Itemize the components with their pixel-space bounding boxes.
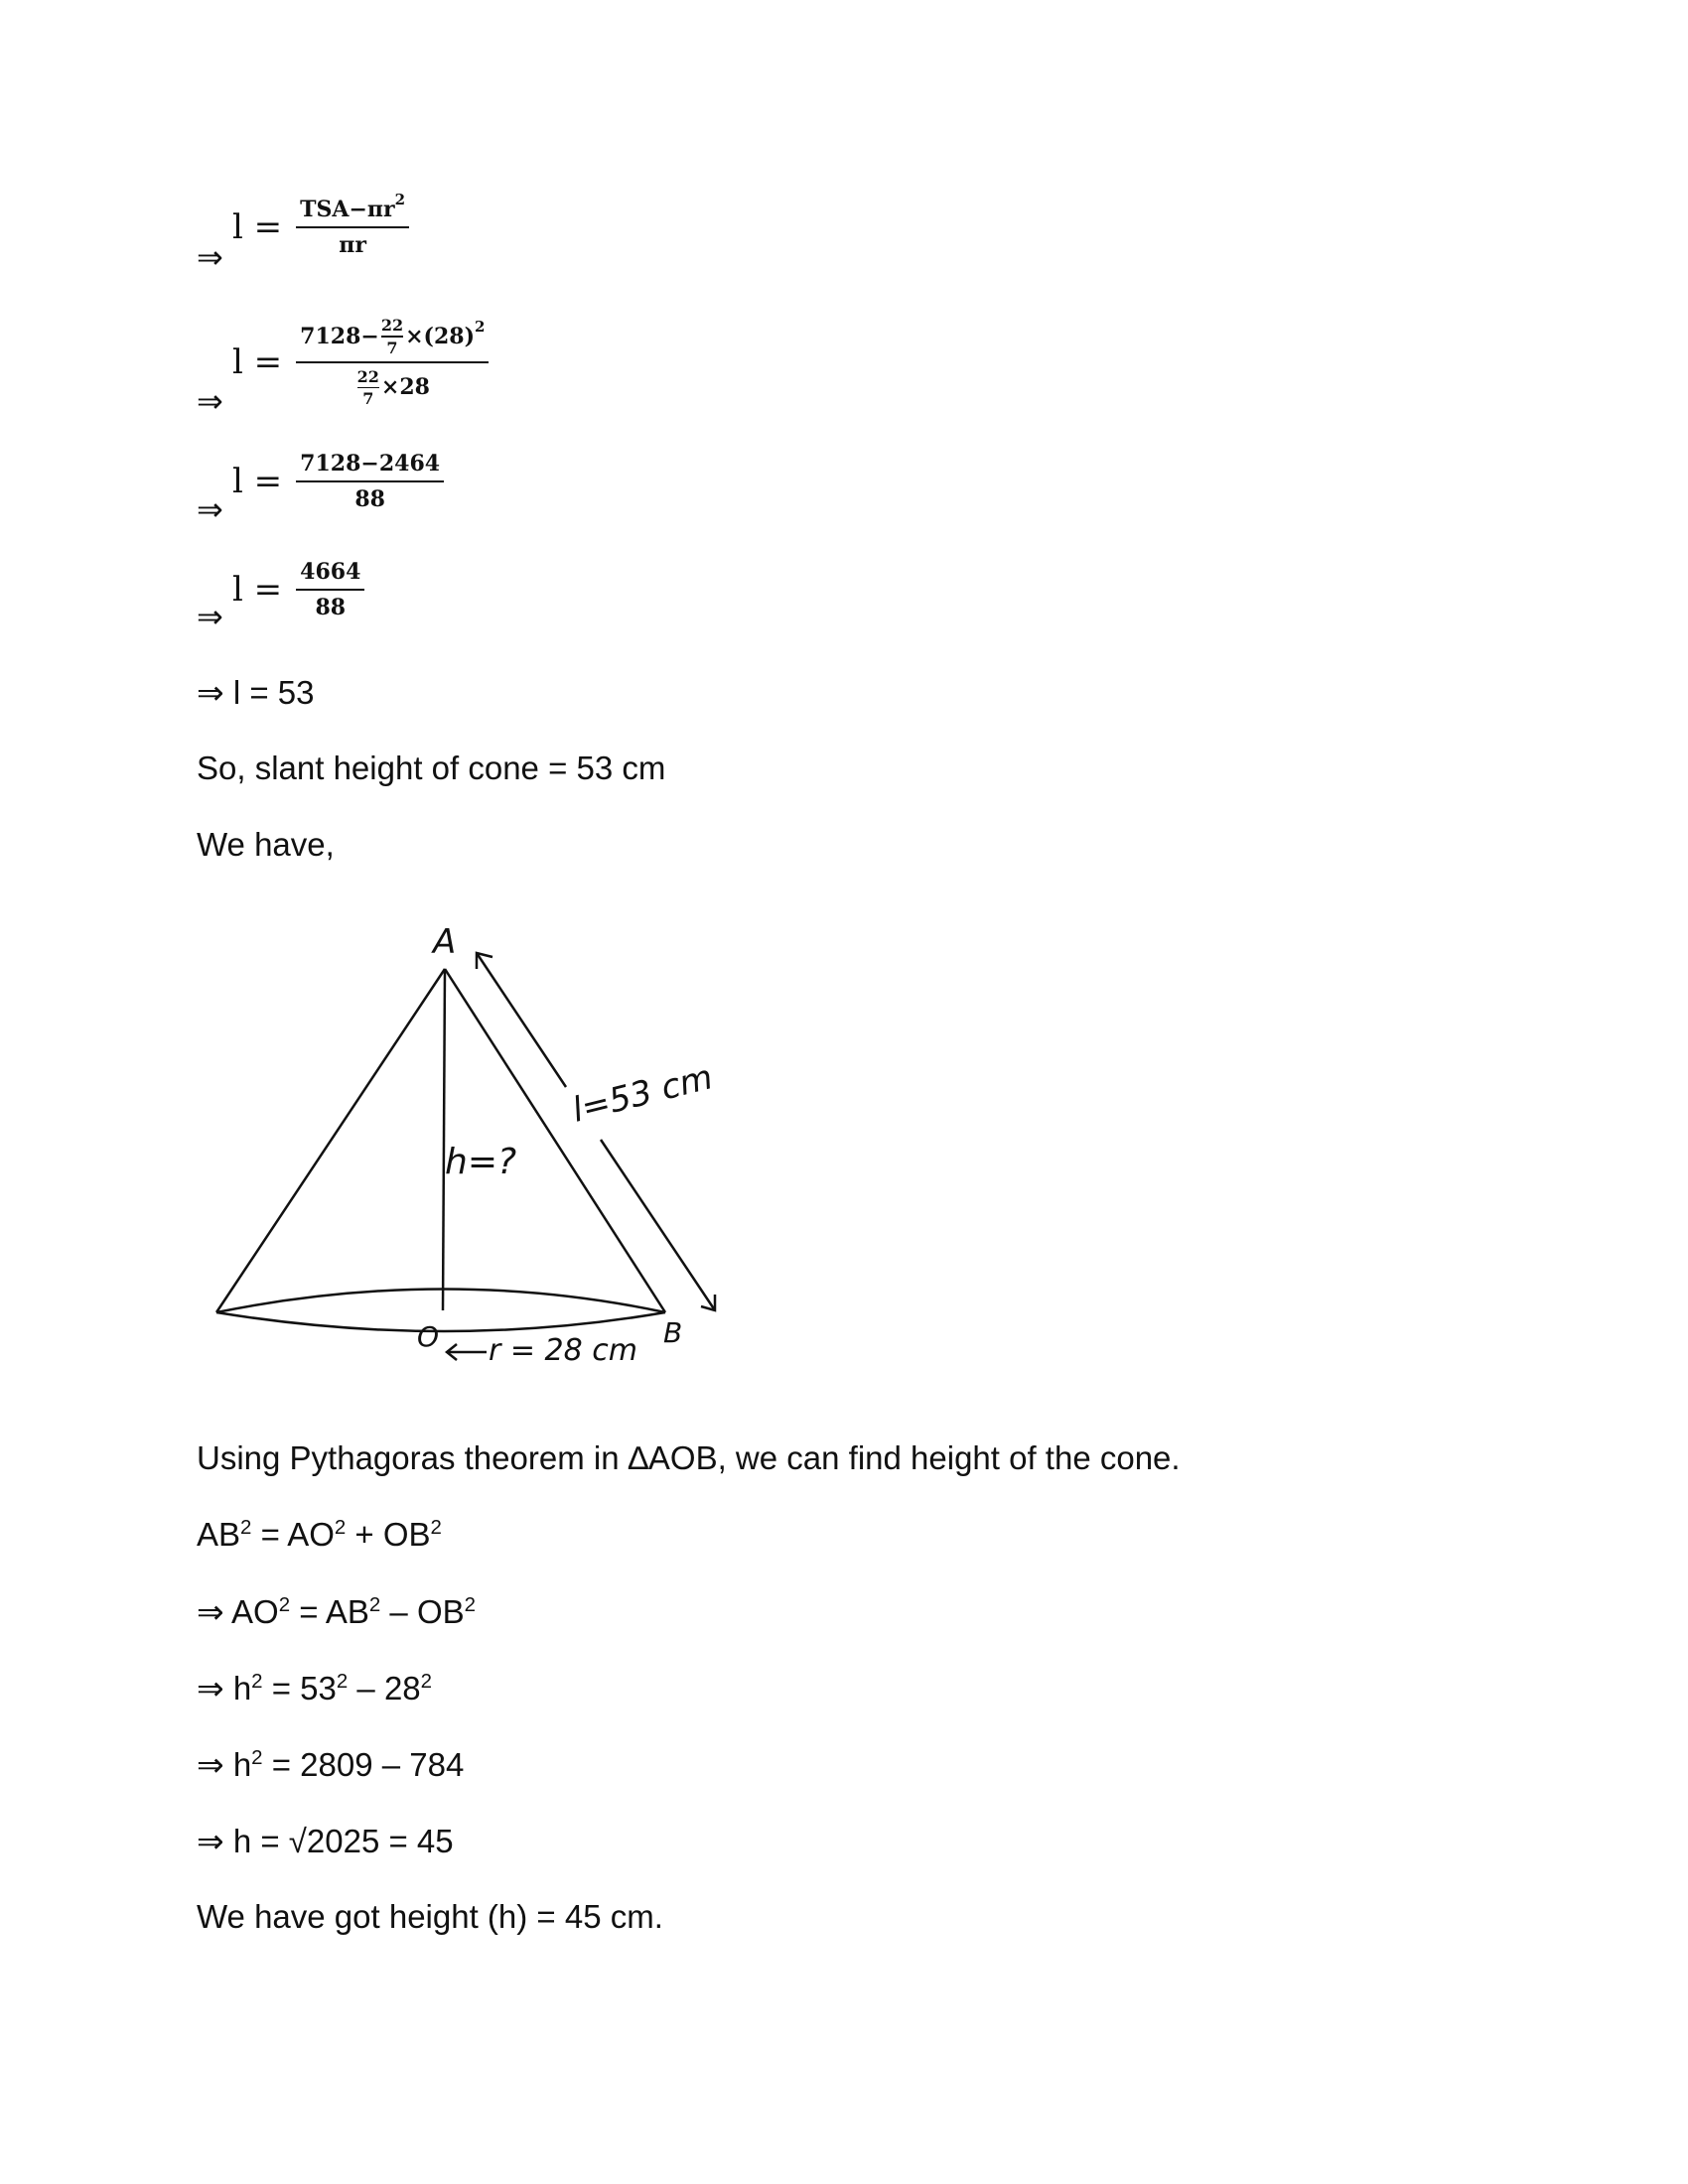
fraction xyxy=(296,451,444,512)
equation-ao-squared: ⇒ $AO^2 = AB^2 - OB^2$ xyxy=(197,1593,476,1630)
small-denominator: 7 xyxy=(362,389,374,408)
cone-diagram xyxy=(199,913,755,1390)
implies-arrow: ⇒ xyxy=(197,238,223,276)
equation-lhs: l = xyxy=(232,570,283,610)
cone-base-ellipse-bottom xyxy=(216,1312,665,1331)
label-slant-length: l=53 cm xyxy=(568,1057,717,1131)
slant-height-statement: So, slant height of cone = 53 cm xyxy=(197,750,666,786)
denominator-part: ×28 xyxy=(380,374,430,401)
numerator: TSA−πr xyxy=(300,197,395,222)
fraction xyxy=(296,191,409,258)
equation-slant-formula xyxy=(232,191,409,258)
small-numerator: 22 xyxy=(380,316,404,335)
exponent: 2 xyxy=(474,317,486,336)
numerator: 7128−2464 xyxy=(300,451,441,477)
implies-arrow: ⇒ xyxy=(197,598,223,635)
slant-arrow-lower xyxy=(601,1140,715,1310)
numerator-part: ×(28) xyxy=(405,323,475,349)
fraction xyxy=(296,559,364,620)
cone-height-line xyxy=(443,969,445,1310)
equation-lhs: l = xyxy=(232,207,283,247)
slant-result-line: ⇒ l = 53 xyxy=(197,674,315,711)
small-denominator: 7 xyxy=(386,338,398,357)
fraction xyxy=(296,316,489,408)
equation-lhs: l = xyxy=(232,462,283,501)
label-a: A xyxy=(433,922,457,962)
fraction-bar xyxy=(296,361,489,363)
exponent: 2 xyxy=(394,191,406,208)
label-o: O xyxy=(417,1320,440,1353)
we-have-line: We have, xyxy=(197,826,335,863)
slant-arrow-upper xyxy=(477,953,566,1087)
equation-substitution xyxy=(232,316,489,408)
small-fraction xyxy=(357,367,379,409)
fraction-bar xyxy=(296,226,409,228)
label-b: B xyxy=(663,1316,683,1349)
equation-ab-squared: $AB^2 = AO^2 + OB^2$ xyxy=(197,1516,442,1553)
equation-lhs: l = xyxy=(232,341,283,382)
cone-base-ellipse-top xyxy=(216,1290,665,1313)
fraction-bar xyxy=(296,589,364,591)
equation-numerator xyxy=(232,559,364,620)
implies-arrow: ⇒ xyxy=(197,382,223,420)
numerator-part: 7128− xyxy=(300,323,379,349)
small-numerator: 22 xyxy=(356,366,379,386)
denominator: 88 xyxy=(315,595,347,620)
cone-right-side xyxy=(445,969,665,1312)
denominator: πr xyxy=(339,232,366,258)
small-fraction xyxy=(381,316,403,357)
label-radius: r = 28 cm xyxy=(489,1333,637,1368)
cone-left-side xyxy=(216,969,445,1312)
denominator: 88 xyxy=(354,486,385,512)
equation-simplify xyxy=(232,451,444,512)
label-height: h=? xyxy=(445,1142,517,1182)
equation-h-squared-values: ⇒ $h^2 = 2809 - 784$ xyxy=(197,1746,465,1783)
pythagoras-statement: Using Pythagoras theorem in ∆AOB, we can find height of the cone. xyxy=(197,1439,1181,1476)
equation-h-result: ⇒ h = √2025 = 45 xyxy=(197,1823,454,1859)
fraction-bar xyxy=(296,480,444,482)
final-height-statement: We have got height (h) = 45 cm. xyxy=(197,1898,663,1935)
equation-h-squared: ⇒ $h^2 = 53^2 - 28^2$ xyxy=(197,1670,433,1706)
implies-arrow: ⇒ xyxy=(197,490,223,528)
numerator: 4664 xyxy=(300,559,361,585)
